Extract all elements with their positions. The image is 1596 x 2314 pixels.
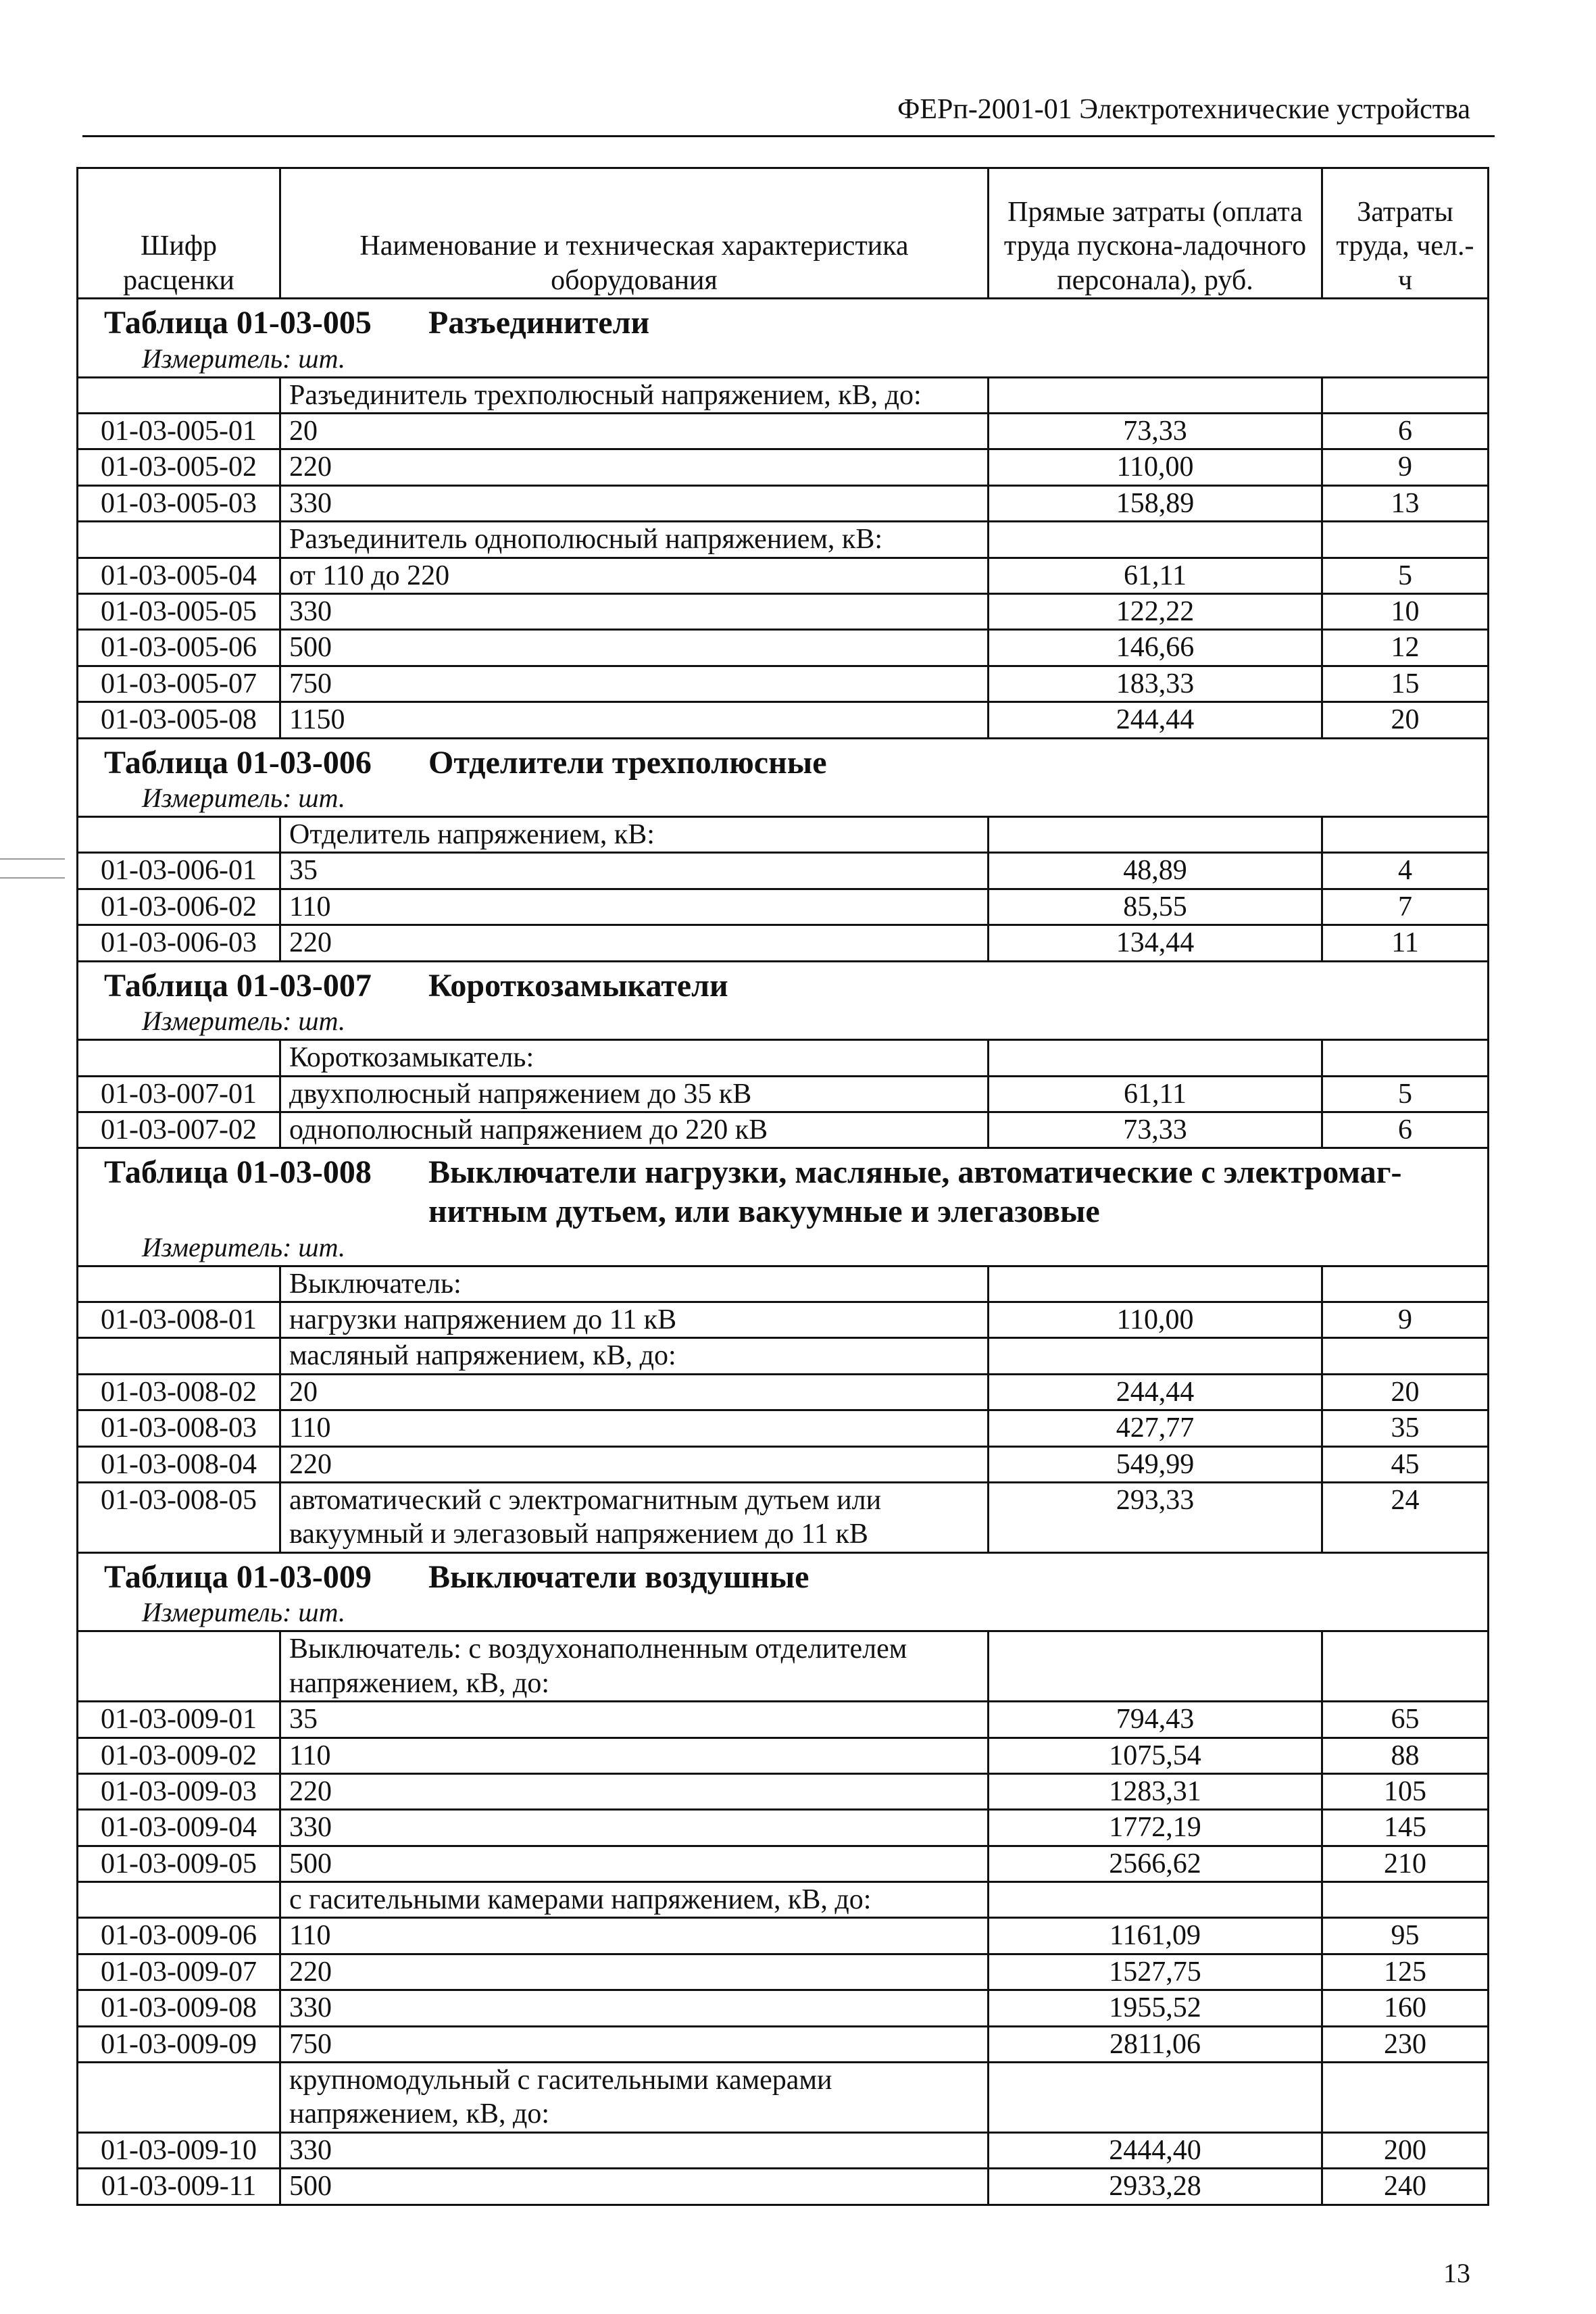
section-name: Отделители трехполюсные [428,744,827,781]
section-code: Таблица 01-03-006 [104,744,372,781]
item-name: 110 [280,1738,989,1773]
rate-code: 01-03-009-05 [78,1846,280,1881]
table-row [78,1810,1489,1846]
item-name: 220 [280,925,989,961]
table-row [78,1990,1489,2026]
direct-cost: 244,44 [989,1374,1322,1410]
labor-cost: 4 [1322,853,1489,889]
empty-cell [78,1040,280,1076]
direct-cost: 183,33 [989,666,1322,701]
direct-cost: 1161,09 [989,1918,1322,1954]
empty-cell [1322,522,1489,558]
rate-code: 01-03-005-04 [78,558,280,593]
labor-cost: 65 [1322,1702,1489,1738]
direct-cost: 122,22 [989,593,1322,629]
rate-code: 01-03-009-11 [78,2169,280,2205]
empty-cell [78,2063,280,2133]
empty-cell [78,1631,280,1702]
rate-code: 01-03-008-02 [78,1374,280,1410]
margin-mark [0,877,65,879]
section-header [78,299,1489,378]
rate-code: 01-03-008-03 [78,1410,280,1446]
empty-cell [1322,377,1489,413]
section-header [78,738,1489,817]
rate-code: 01-03-007-02 [78,1112,280,1148]
table-row [78,449,1489,485]
empty-cell [1322,1631,1489,1702]
labor-cost: 6 [1322,1112,1489,1148]
direct-cost: 2933,28 [989,2169,1322,2205]
section-header-row [78,1148,1489,1266]
direct-cost: 85,55 [989,889,1322,925]
item-name: 20 [280,413,989,449]
direct-cost: 73,33 [989,1112,1322,1148]
group-title: крупномодульный с гасительными камерами напряжением, кВ, до: [280,2063,989,2133]
group-title: масляный напряжением, кВ, до: [280,1338,989,1374]
table-row [78,2026,1489,2062]
direct-cost: 158,89 [989,485,1322,521]
labor-cost: 95 [1322,1918,1489,1954]
labor-cost: 210 [1322,1846,1489,1881]
direct-cost: 146,66 [989,630,1322,666]
item-name: 35 [280,853,989,889]
direct-cost: 1283,31 [989,1773,1322,1809]
labor-cost: 9 [1322,449,1489,485]
empty-cell [989,1040,1322,1076]
empty-cell [1322,817,1489,853]
empty-cell [989,817,1322,853]
item-name: двухполюсный напряжением до 35 кВ [280,1076,989,1112]
labor-cost: 10 [1322,593,1489,629]
group-title-row [78,1882,1489,1918]
item-name: 220 [280,1773,989,1809]
rate-code: 01-03-006-03 [78,925,280,961]
section-code: Таблица 01-03-009 [104,1558,372,1595]
empty-cell [989,1266,1322,1302]
section-header-row [78,738,1489,817]
labor-cost: 9 [1322,1302,1489,1338]
empty-cell [78,1882,280,1918]
section-name: Выключатели нагрузки, масляные, автоматические с электромаг-нитным дутьем, или вакуумные и элегазовые [428,1154,1402,1230]
group-title: Короткозамыкатель: [280,1040,989,1076]
labor-cost: 125 [1322,1954,1489,1990]
empty-cell [78,522,280,558]
rate-code: 01-03-009-04 [78,1810,280,1846]
rate-code: 01-03-008-05 [78,1482,280,1552]
item-name: 1150 [280,702,989,738]
item-name: 330 [280,1990,989,2026]
section-header [78,1148,1489,1266]
group-title-row [78,1266,1489,1302]
labor-cost: 5 [1322,1076,1489,1112]
rate-code: 01-03-005-03 [78,485,280,521]
group-title-row [78,2063,1489,2133]
section-title [86,1149,1479,1231]
empty-cell [78,1338,280,1374]
empty-cell [989,377,1322,413]
direct-cost: 2444,40 [989,2132,1322,2168]
empty-cell [989,2063,1322,2133]
table-row [78,1446,1489,1482]
labor-cost: 145 [1322,1810,1489,1846]
empty-cell [78,377,280,413]
labor-cost: 45 [1322,1446,1489,1482]
direct-cost: 794,43 [989,1702,1322,1738]
group-title: Разъединитель трехполюсный напряжением, кВ, до: [280,377,989,413]
section-title [86,739,1479,783]
direct-cost: 1955,52 [989,1990,1322,2026]
empty-cell [78,1266,280,1302]
labor-cost: 35 [1322,1410,1489,1446]
group-title: Разъединитель однополюсный напряжением, кВ: [280,522,989,558]
table-row [78,1846,1489,1881]
table-row [78,593,1489,629]
direct-cost: 2811,06 [989,2026,1322,2062]
empty-cell [1322,1040,1489,1076]
unit-label: Измеритель: шт. [142,783,345,814]
item-name: однополюсный напряжением до 220 кВ [280,1112,989,1148]
item-name: 220 [280,1954,989,1990]
empty-cell [989,1882,1322,1918]
item-name: 330 [280,1810,989,1846]
empty-cell [1322,1882,1489,1918]
direct-cost: 61,11 [989,1076,1322,1112]
rate-code: 01-03-009-08 [78,1990,280,2026]
labor-cost: 11 [1322,925,1489,961]
table-row [78,2132,1489,2168]
section-header [78,961,1489,1040]
empty-cell [78,817,280,853]
group-title-row [78,1338,1489,1374]
labor-cost: 7 [1322,889,1489,925]
column-header-code: Шифр расценки [78,168,280,299]
section-title [86,299,1479,343]
group-title-row [78,522,1489,558]
section-code: Таблица 01-03-008 [104,1154,372,1191]
direct-cost: 2566,62 [989,1846,1322,1881]
table-row [78,1482,1489,1552]
empty-cell [989,1631,1322,1702]
table-row [78,925,1489,961]
section-header-row [78,961,1489,1040]
empty-cell [1322,2063,1489,2133]
rate-code: 01-03-009-06 [78,1918,280,1954]
direct-cost: 549,99 [989,1446,1322,1482]
direct-cost: 293,33 [989,1482,1322,1552]
direct-cost: 48,89 [989,853,1322,889]
rate-code: 01-03-005-07 [78,666,280,701]
table-row [78,1410,1489,1446]
table-row [78,889,1489,925]
unit-label: Измеритель: шт. [142,1231,345,1262]
rate-code: 01-03-005-05 [78,593,280,629]
section-header [78,1552,1489,1631]
table-row [78,1954,1489,1990]
rates-table [76,167,1489,2206]
group-title-row [78,1631,1489,1702]
section-code: Таблица 01-03-005 [104,305,372,341]
direct-cost: 73,33 [989,413,1322,449]
labor-cost: 240 [1322,2169,1489,2205]
table-row [78,558,1489,593]
item-name: 500 [280,2169,989,2205]
table-row [78,853,1489,889]
group-title-row [78,377,1489,413]
rate-code: 01-03-008-04 [78,1446,280,1482]
labor-cost: 5 [1322,558,1489,593]
group-title: Выключатель: с воздухонаполненным отделителем напряжением, кВ, до: [280,1631,989,1702]
group-title-row [78,1040,1489,1076]
table-row [78,1076,1489,1112]
direct-cost: 427,77 [989,1410,1322,1446]
table-row [78,1702,1489,1738]
header-rule [82,135,1495,137]
table-row [78,702,1489,738]
table-row [78,1302,1489,1338]
labor-cost: 13 [1322,485,1489,521]
rate-code: 01-03-009-02 [78,1738,280,1773]
item-name: 110 [280,1410,989,1446]
unit-label: Измеритель: шт. [142,1006,345,1037]
rate-code: 01-03-009-03 [78,1773,280,1809]
labor-cost: 24 [1322,1482,1489,1552]
rate-code: 01-03-005-06 [78,630,280,666]
direct-cost: 110,00 [989,449,1322,485]
column-header-labor: Затраты труда, чел.-ч [1322,168,1489,299]
table-row [78,1738,1489,1773]
item-name: 500 [280,1846,989,1881]
rate-code: 01-03-006-02 [78,889,280,925]
column-header-name: Наименование и техническая характеристика оборудования [280,168,989,299]
item-name: 110 [280,889,989,925]
item-name: нагрузки напряжением до 11 кВ [280,1302,989,1338]
rate-code: 01-03-009-07 [78,1954,280,1990]
item-name: 500 [280,630,989,666]
direct-cost: 110,00 [989,1302,1322,1338]
group-title: с гасительными камерами напряжением, кВ, до: [280,1882,989,1918]
item-name: 110 [280,1918,989,1954]
table-row [78,1773,1489,1809]
labor-cost: 6 [1322,413,1489,449]
table-row [78,1112,1489,1148]
item-name: 330 [280,485,989,521]
item-name: 35 [280,1702,989,1738]
labor-cost: 105 [1322,1773,1489,1809]
labor-cost: 20 [1322,1374,1489,1410]
item-name: 750 [280,666,989,701]
empty-cell [1322,1338,1489,1374]
section-header-row [78,1552,1489,1631]
direct-cost: 1527,75 [989,1954,1322,1990]
item-name: 20 [280,1374,989,1410]
direct-cost: 134,44 [989,925,1322,961]
labor-cost: 15 [1322,666,1489,701]
rate-code: 01-03-009-09 [78,2026,280,2062]
labor-cost: 230 [1322,2026,1489,2062]
section-name: Короткозамыкатели [428,967,728,1004]
section-title [86,1554,1479,1597]
empty-cell [989,1338,1322,1374]
item-name: автоматический с электромагнитным дутьем или вакуумный и элегазовый напряжением до 11 кВ [280,1482,989,1552]
item-name: 220 [280,1446,989,1482]
margin-mark [0,858,65,860]
rate-code: 01-03-009-01 [78,1702,280,1738]
table-row [78,485,1489,521]
item-name: 330 [280,2132,989,2168]
direct-cost: 1772,19 [989,1810,1322,1846]
item-name: 750 [280,2026,989,2062]
direct-cost: 61,11 [989,558,1322,593]
empty-cell [1322,1266,1489,1302]
rate-code: 01-03-005-02 [78,449,280,485]
table-row [78,1374,1489,1410]
section-name: Разъединители [428,305,650,341]
item-name: от 110 до 220 [280,558,989,593]
rate-code: 01-03-009-10 [78,2132,280,2168]
table-row [78,1918,1489,1954]
group-title: Отделитель напряжением, кВ: [280,817,989,853]
rate-code: 01-03-006-01 [78,853,280,889]
section-name: Выключатели воздушные [428,1558,809,1595]
column-header-cost: Прямые затраты (оплата труда пускона-ладочного персонала), руб. [989,168,1322,299]
table-header-row [78,168,1489,299]
labor-cost: 12 [1322,630,1489,666]
page-header [0,0,1596,142]
section-header-row [78,299,1489,378]
page-number: 13 [1443,2258,1470,2288]
labor-cost: 160 [1322,1990,1489,2026]
labor-cost: 20 [1322,702,1489,738]
rate-code: 01-03-005-08 [78,702,280,738]
direct-cost: 1075,54 [989,1738,1322,1773]
group-title: Выключатель: [280,1266,989,1302]
table-row [78,413,1489,449]
table-row [78,630,1489,666]
section-code: Таблица 01-03-007 [104,967,372,1004]
group-title-row [78,817,1489,853]
unit-label: Измеритель: шт. [142,343,345,374]
rate-code: 01-03-005-01 [78,413,280,449]
labor-cost: 88 [1322,1738,1489,1773]
item-name: 220 [280,449,989,485]
empty-cell [989,522,1322,558]
item-name: 330 [280,593,989,629]
unit-label: Измеритель: шт. [142,1597,345,1628]
labor-cost: 200 [1322,2132,1489,2168]
document-title: ФЕРп-2001-01 Электротехнические устройства [897,94,1470,125]
table-row [78,666,1489,701]
rate-code: 01-03-008-01 [78,1302,280,1338]
rate-code: 01-03-007-01 [78,1076,280,1112]
table-row [78,2169,1489,2205]
section-title [86,962,1479,1006]
direct-cost: 244,44 [989,702,1322,738]
